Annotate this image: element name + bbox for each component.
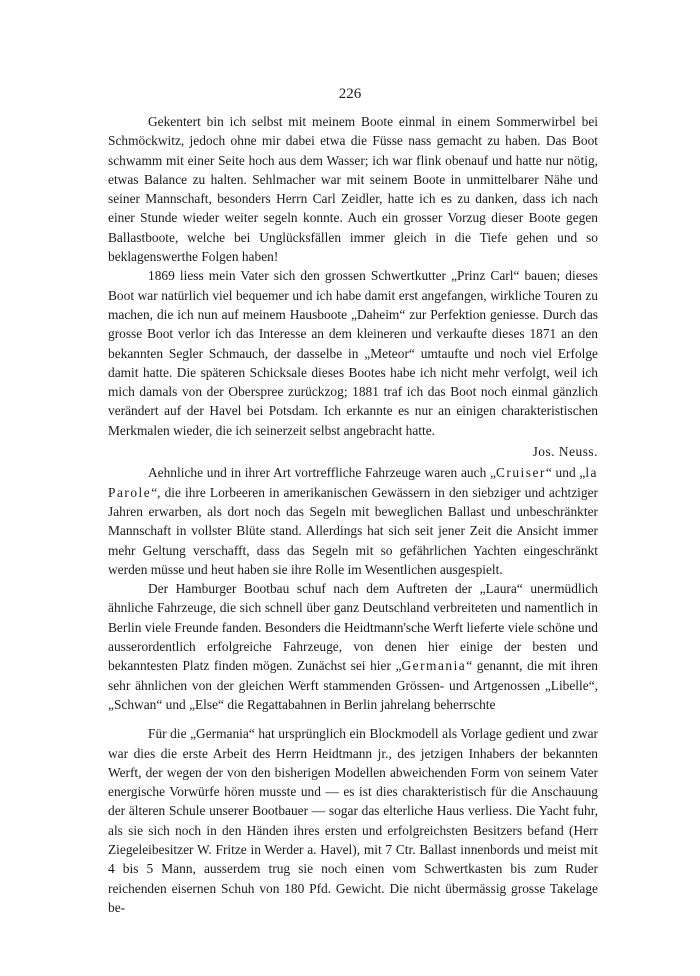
text-segment: Der Hamburger Bootbau schuf nach dem Auftreten der „Laura“ unermüdlich ähnliche Fahrzeuge, die sich schnell über ganz Deutschland verbreiteten und namentlich in Berlin viele Freunde fanden. Besonders die Heidtmann'sche Werft lieferte viele schöne und ausserordentlich erfolgreiche Fahrzeuge, von denen hier einige der besten und bekanntesten Platz finden mögen. Zunächst sei hier „ bbox=[108, 581, 598, 674]
paragraph-prinz-carl: 1869 liess mein Vater sich den grossen Schwertkutter „Prinz Carl“ bauen; dieses Boot war natürlich viel bequemer und ich habe damit erst angefangen, wirkliche Touren zu machen, die ich nun auf meinem Hausboote „Daheim“ zur Perfektion geniesse. Durch das grosse Boot verlor ich das Interesse an dem kleineren und verkaufte dieses 1871 an den bekannten Segler Schmauch, der dasselbe in „Meteor“ umtaufte und noch viel Erfolge damit hatte. Die späteren Schicksale dieses Bootes habe ich nicht mehr verfolgt, weil ich mich damals von der Oberspree zurückzog; 1881 traf ich das Boot noch einmal gänzlich verändert auf der Havel bei Potsdam. Ich erkannte es nur an einigen charakteristischen Merkmalen wieder, die ich seinerzeit selbst angebracht hatte. bbox=[108, 268, 598, 438]
page-number: 226 bbox=[338, 86, 362, 102]
text-segment: Aehnliche und in ihrer Art vortreffliche Fahrzeuge waren auch „ bbox=[148, 465, 496, 481]
boat-name-germania: Germania bbox=[401, 658, 467, 674]
author-signature: Jos. Neuss. bbox=[532, 444, 598, 460]
boat-name-la-parole: la Parole bbox=[108, 465, 598, 500]
text-segment: “ und „ bbox=[545, 465, 586, 481]
paragraph-germania-origin: Für die „Germania“ hat ursprünglich ein Blockmodell als Vorlage gedient und zwar war dies die erste Arbeit des Herrn Heidtmann jr., des jetzigen Inhabers der bekannten Werft, der wegen der von den bisherigen Modellen abweichenden Form von seinem Vater energische Vorwürfe hören musste und — es ist dies charakteristisch für die Anschauung der älteren Schule unserer Bootbauer — sogar das elterliche Haus verliess. Die Yacht fuhr, als sie sich noch in den Händen ihres ersten und erfolgreichsten Besitzers befand (Herr Ziegeleibesitzer W. Fritze in Werder a. Havel), mit 7 Ctr. Ballast innenbords und meist mit 4 bis 5 Mann, ausserdem trug sie noch einen vom Schwertkasten bis zum Ruder reichenden eisernen Schuh von 180 Pfd. Gewicht. Die nicht übermässig grosse Takelage be- bbox=[108, 726, 598, 915]
paragraph-cruiser bbox=[108, 463, 598, 579]
text-segment: “ genannt, die mit ihren sehr ähnlichen von der gleichen Werft stammenden Grössen- und Artgenossen „Libelle“, „Schwan“ und „Else“ die Regattabahnen in Berlin jahrelang beherrschte bbox=[108, 658, 598, 712]
text-segment: “, die ihre Lorbeeren in amerikanischen Gewässern in den siebziger und achtziger Jahren erwarben, als dort noch das Segeln mit beweglichen Ballast und unbeschränkter Mannschaft in vollster Blüte stand. Allerdings hat sich seit jener Zeit die Ansicht immer mehr Geltung verschafft, dass das Segeln mit so gefährlichen Yachten eingeschränkt werden müsse und heut haben sie ihre Rolle im Wesentlichen ausgespielt. bbox=[108, 484, 598, 577]
body-text bbox=[108, 112, 598, 917]
boat-name-cruiser: Cruiser bbox=[495, 465, 546, 481]
paragraph-hamburg bbox=[108, 579, 598, 714]
paragraph-capsizing: Gekentert bin ich selbst mit meinem Boote einmal in einem Sommerwirbel bei Schmöckwitz, jedoch ohne mir dabei etwa die Füsse nass gemacht zu haben. Das Boot schwamm mit einer Seite hoch aus dem Wasser; ich war flink obenauf und hatte nur nötig, etwas Balance zu halten. Sehlmacher war mit seinem Boote in unmittelbarer Nähe und seiner Mannschaft, besonders Herrn Carl Zeidler, hatte ich es zu danken, dass ich nach einer Stunde wieder weiter segeln konnte. Auch ein grosser Vorzug dieser Boote gegen Ballastboote, welche bei Unglücksfällen immer gleich in die Tiefe gehen und so beklagenswerthe Folgen haben! bbox=[108, 114, 598, 265]
